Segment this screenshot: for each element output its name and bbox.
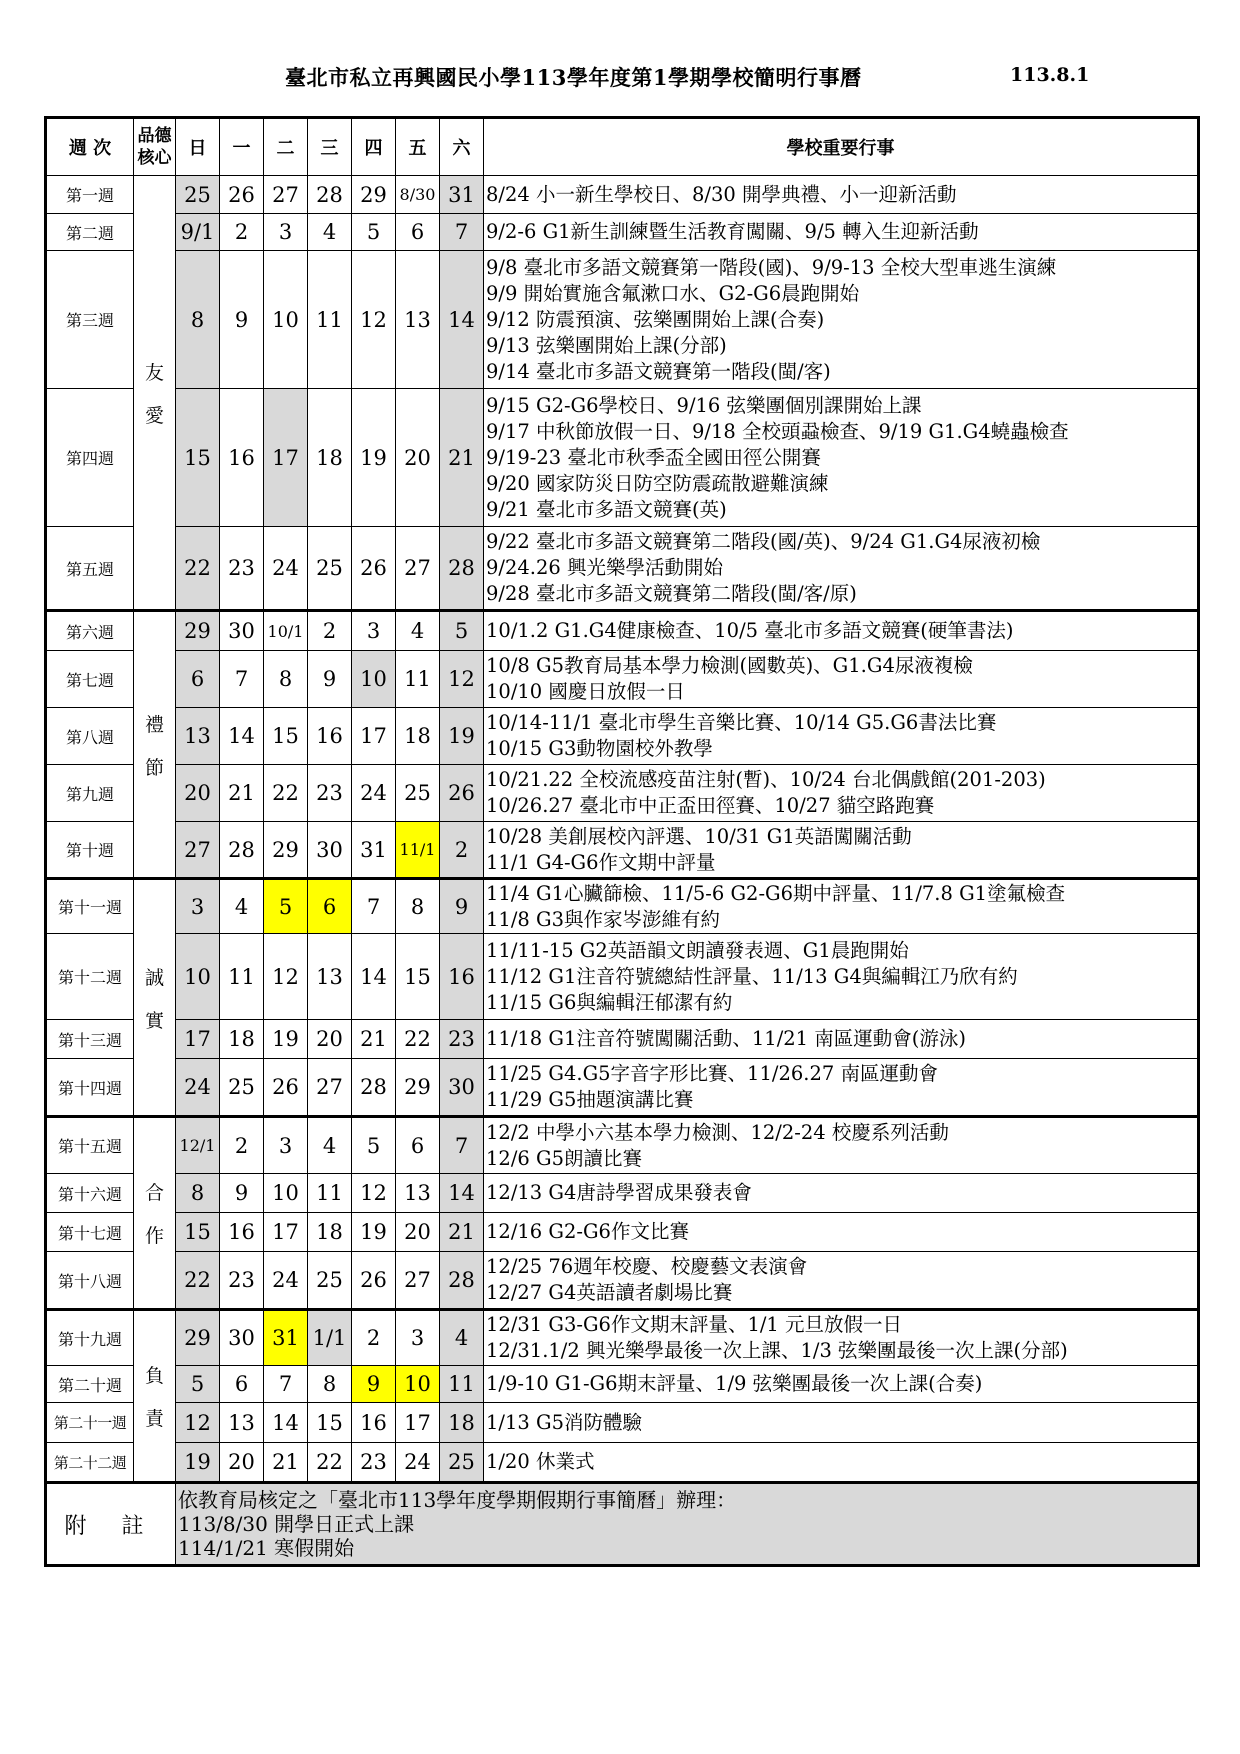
core-value: [134, 611, 176, 879]
events-cell: [484, 1366, 1199, 1403]
week-label: 第二十一週: [46, 1403, 134, 1443]
events-cell: [484, 611, 1199, 651]
event-line: 11/29 G5抽題演講比賽: [486, 1088, 694, 1111]
week-row: [46, 879, 1199, 934]
day-cell-wed: 16: [308, 708, 352, 765]
day-cell-fri: 6: [396, 1117, 440, 1174]
day-cell-wed: 4: [308, 214, 352, 251]
event-line: 9/21 臺北市多語文競賽(英): [486, 497, 727, 521]
core-value: [134, 879, 176, 1117]
events-cell: [484, 389, 1199, 527]
events-cell: [484, 934, 1199, 1020]
event-line: 10/21.22 全校流感疫苗注射(暫)、10/24 台北偶戲館(201-203): [486, 768, 1046, 791]
day-cell-sat: 5: [440, 611, 484, 651]
event-line: 10/28 美創展校內評選、10/31 G1英語闖關活動: [486, 824, 912, 848]
week-row: [46, 1310, 1199, 1366]
week-label: 第五週: [46, 527, 134, 611]
day-cell-sun: 15: [176, 389, 220, 527]
day-cell-tue: 3: [264, 214, 308, 251]
events-cell: [484, 527, 1199, 611]
day-cell-wed: 22: [308, 1443, 352, 1483]
day-cell-wed: 30: [308, 822, 352, 879]
notes-body: [176, 1483, 1199, 1566]
week-row: [46, 651, 1199, 708]
day-cell-mon: 2: [220, 1117, 264, 1174]
day-cell-thu: 10: [352, 651, 396, 708]
day-cell-tue: 5: [264, 879, 308, 934]
day-cell-mon: 21: [220, 765, 264, 822]
week-label: 第十七週: [46, 1213, 134, 1252]
notes-line: 114/1/21 寒假開始: [178, 1536, 355, 1560]
day-cell-sat: 14: [440, 251, 484, 389]
event-line: 12/31 G3-G6作文期末評量、1/1 元旦放假一日: [486, 1313, 903, 1336]
day-cell-fri: 10: [396, 1366, 440, 1403]
event-line: 12/16 G2-G6作文比賽: [486, 1220, 689, 1243]
day-cell-fri: 8/30: [396, 176, 440, 214]
event-line: 1/20 休業式: [486, 1450, 595, 1473]
events-cell: [484, 651, 1199, 708]
day-cell-thu: 23: [352, 1443, 396, 1483]
week-label: 第十週: [46, 822, 134, 879]
week-row: [46, 527, 1199, 611]
day-cell-mon: 30: [220, 611, 264, 651]
header-day-tue: 二: [264, 118, 308, 176]
day-cell-tue: 10: [264, 1174, 308, 1213]
day-cell-fri: 24: [396, 1443, 440, 1483]
day-cell-sun: 6: [176, 651, 220, 708]
day-cell-tue: 7: [264, 1366, 308, 1403]
event-line: 12/31.1/2 興光樂學最後一次上課、1/3 弦樂團最後一次上課(分部): [486, 1339, 1068, 1362]
day-cell-mon: 16: [220, 1213, 264, 1252]
day-cell-mon: 9: [220, 251, 264, 389]
day-cell-thu: 5: [352, 214, 396, 251]
header-events: 學校重要行事: [484, 118, 1199, 176]
notes-line: 113/8/30 開學日正式上課: [178, 1512, 415, 1536]
day-cell-fri: 13: [396, 251, 440, 389]
events-cell: [484, 1252, 1199, 1310]
page-title: 臺北市私立再興國民小學113學年度第1學期學校簡明行事曆: [285, 65, 862, 90]
header-day-wed: 三: [308, 118, 352, 176]
day-cell-sat: 21: [440, 389, 484, 527]
day-cell-sat: 30: [440, 1059, 484, 1117]
day-cell-tue: 27: [264, 176, 308, 214]
day-cell-sun: 13: [176, 708, 220, 765]
day-cell-fri: 6: [396, 214, 440, 251]
day-cell-sun: 20: [176, 765, 220, 822]
day-cell-tue: 17: [264, 389, 308, 527]
day-cell-fri: 4: [396, 611, 440, 651]
week-label: 第十一週: [46, 879, 134, 934]
event-line: 9/22 臺北市多語文競賽第二階段(國/英)、9/24 G1.G4尿液初檢: [486, 530, 1041, 553]
week-row: [46, 611, 1199, 651]
events-cell: [484, 822, 1199, 879]
core-value-text: 友 愛: [144, 361, 164, 427]
notes-row: [46, 1483, 1199, 1566]
day-cell-tue: 19: [264, 1020, 308, 1059]
day-cell-fri: 18: [396, 708, 440, 765]
day-cell-fri: 15: [396, 934, 440, 1020]
day-cell-sun: 9/1: [176, 214, 220, 251]
day-cell-wed: 18: [308, 1213, 352, 1252]
header-core: 品德核心: [134, 118, 176, 176]
day-cell-mon: 14: [220, 708, 264, 765]
day-cell-tue: 8: [264, 651, 308, 708]
events-cell: [484, 1403, 1199, 1443]
day-cell-wed: 25: [308, 1252, 352, 1310]
day-cell-sat: 9: [440, 879, 484, 934]
day-cell-sat: 12: [440, 651, 484, 708]
header-week: 週 次: [46, 118, 134, 176]
week-label: 第十三週: [46, 1020, 134, 1059]
event-line: 12/2 中學小六基本學力檢測、12/2-24 校慶系列活動: [486, 1120, 949, 1144]
event-line: 10/8 G5教育局基本學力檢測(國數英)、G1.G4尿液複檢: [486, 654, 973, 677]
day-cell-wed: 23: [308, 765, 352, 822]
week-row: [46, 765, 1199, 822]
day-cell-thu: 12: [352, 251, 396, 389]
day-cell-tue: 31: [264, 1310, 308, 1366]
day-cell-tue: 14: [264, 1403, 308, 1443]
day-cell-thu: 31: [352, 822, 396, 879]
day-cell-wed: 6: [308, 879, 352, 934]
day-cell-sat: 7: [440, 1117, 484, 1174]
day-cell-sat: 21: [440, 1213, 484, 1252]
event-line: 11/1 G4-G6作文期中評量: [486, 850, 716, 874]
day-cell-tue: 24: [264, 527, 308, 611]
event-line: 10/10 國慶日放假一日: [486, 680, 685, 703]
day-cell-sun: 12: [176, 1403, 220, 1443]
day-cell-fri: 20: [396, 389, 440, 527]
week-row: [46, 1059, 1199, 1117]
week-label: 第八週: [46, 708, 134, 765]
day-cell-sat: 7: [440, 214, 484, 251]
title-bar: [0, 60, 1240, 100]
day-cell-sun: 15: [176, 1213, 220, 1252]
event-line: 11/18 G1注音符號闖關活動、11/21 南區運動會(游泳): [486, 1027, 966, 1050]
day-cell-mon: 6: [220, 1366, 264, 1403]
day-cell-tue: 24: [264, 1252, 308, 1310]
event-line: 9/2-6 G1新生訓練暨生活教育闖關、9/5 轉入生迎新活動: [486, 220, 979, 243]
week-row: [46, 1366, 1199, 1403]
event-line: 12/27 G4英語讀者劇場比賽: [486, 1281, 733, 1304]
week-row: [46, 176, 1199, 214]
week-label: 第七週: [46, 651, 134, 708]
day-cell-tue: 12: [264, 934, 308, 1020]
day-cell-thu: 9: [352, 1366, 396, 1403]
day-cell-sat: 31: [440, 176, 484, 214]
event-line: 9/13 弦樂團開始上課(分部): [486, 333, 727, 357]
events-cell: [484, 176, 1199, 214]
event-line: 9/24.26 興光樂學活動開始: [486, 556, 723, 579]
events-cell: [484, 251, 1199, 389]
event-line: 9/12 防震預演、弦樂團開始上課(合奏): [486, 307, 825, 331]
core-value-text: 負 責: [144, 1365, 164, 1430]
day-cell-thu: 29: [352, 176, 396, 214]
day-cell-wed: 15: [308, 1403, 352, 1443]
week-row: [46, 1403, 1199, 1443]
header-day-sun: 日: [176, 118, 220, 176]
day-cell-fri: 8: [396, 879, 440, 934]
day-cell-sat: 23: [440, 1020, 484, 1059]
day-cell-thu: 2: [352, 1310, 396, 1366]
week-row: [46, 1213, 1199, 1252]
day-cell-fri: 29: [396, 1059, 440, 1117]
day-cell-thu: 19: [352, 1213, 396, 1252]
event-line: 8/24 小一新生學校日、8/30 開學典禮、小一迎新活動: [486, 182, 957, 206]
event-line: 12/13 G4唐詩學習成果發表會: [486, 1181, 752, 1204]
document-date: 113.8.1: [1010, 64, 1090, 86]
school-calendar-table: [44, 116, 1200, 1567]
notes-label: 附 註: [46, 1483, 176, 1566]
week-row: [46, 934, 1199, 1020]
event-line: 11/15 G6與編輯汪郁潔有約: [486, 990, 733, 1014]
day-cell-wed: 25: [308, 527, 352, 611]
day-cell-tue: 22: [264, 765, 308, 822]
day-cell-wed: 11: [308, 1174, 352, 1213]
week-label: 第十六週: [46, 1174, 134, 1213]
event-line: 1/9-10 G1-G6期末評量、1/9 弦樂團最後一次上課(合奏): [486, 1372, 983, 1395]
event-line: 9/9 開始實施含氟漱口水、G2-G6晨跑開始: [486, 281, 860, 305]
event-line: 9/8 臺北市多語文競賽第一階段(國)、9/9-13 全校大型車逃生演練: [486, 255, 1057, 279]
header-day-mon: 一: [220, 118, 264, 176]
week-label: 第一週: [46, 176, 134, 214]
week-label: 第六週: [46, 611, 134, 651]
event-line: 1/13 G5消防體驗: [486, 1410, 642, 1434]
day-cell-thu: 14: [352, 934, 396, 1020]
event-line: 10/15 G3動物園校外教學: [486, 737, 713, 760]
events-cell: [484, 1059, 1199, 1117]
events-cell: [484, 1117, 1199, 1174]
event-line: 9/14 臺北市多語文競賽第一階段(閩/客): [486, 359, 831, 383]
week-row: [46, 1174, 1199, 1213]
event-line: 12/25 76週年校慶、校慶藝文表演會: [486, 1255, 808, 1278]
events-cell: [484, 214, 1199, 251]
day-cell-fri: 3: [396, 1310, 440, 1366]
day-cell-mon: 30: [220, 1310, 264, 1366]
day-cell-sat: 28: [440, 1252, 484, 1310]
day-cell-mon: 28: [220, 822, 264, 879]
day-cell-sun: 19: [176, 1443, 220, 1483]
day-cell-thu: 19: [352, 389, 396, 527]
day-cell-wed: 2: [308, 611, 352, 651]
day-cell-tue: 15: [264, 708, 308, 765]
day-cell-wed: 1/1: [308, 1310, 352, 1366]
day-cell-fri: 11/1: [396, 822, 440, 879]
day-cell-sun: 17: [176, 1020, 220, 1059]
event-line: 9/28 臺北市多語文競賽第二階段(閩/客/原): [486, 582, 857, 605]
day-cell-mon: 25: [220, 1059, 264, 1117]
day-cell-thu: 7: [352, 879, 396, 934]
day-cell-fri: 25: [396, 765, 440, 822]
day-cell-mon: 23: [220, 527, 264, 611]
week-row: [46, 822, 1199, 879]
day-cell-thu: 12: [352, 1174, 396, 1213]
day-cell-wed: 9: [308, 651, 352, 708]
event-line: 9/19-23 臺北市秋季盃全國田徑公開賽: [486, 445, 821, 469]
day-cell-sat: 26: [440, 765, 484, 822]
day-cell-sat: 28: [440, 527, 484, 611]
day-cell-mon: 18: [220, 1020, 264, 1059]
day-cell-sun: 8: [176, 1174, 220, 1213]
day-cell-sat: 19: [440, 708, 484, 765]
day-cell-thu: 3: [352, 611, 396, 651]
event-line: 9/15 G2-G6學校日、9/16 弦樂團個別課開始上課: [486, 393, 922, 417]
day-cell-sat: 16: [440, 934, 484, 1020]
week-label: 第十九週: [46, 1310, 134, 1366]
day-cell-sun: 22: [176, 1252, 220, 1310]
day-cell-mon: 26: [220, 176, 264, 214]
events-cell: [484, 1443, 1199, 1483]
day-cell-fri: 13: [396, 1174, 440, 1213]
week-label: 第十二週: [46, 934, 134, 1020]
day-cell-mon: 23: [220, 1252, 264, 1310]
week-row: [46, 1020, 1199, 1059]
day-cell-thu: 26: [352, 527, 396, 611]
core-value-text: 禮 節: [144, 713, 164, 779]
events-cell: [484, 765, 1199, 822]
day-cell-mon: 13: [220, 1403, 264, 1443]
day-cell-sun: 5: [176, 1366, 220, 1403]
day-cell-tue: 10: [264, 251, 308, 389]
event-line: 10/26.27 臺北市中正盃田徑賽、10/27 貓空路跑賽: [486, 794, 935, 817]
day-cell-tue: 26: [264, 1059, 308, 1117]
week-row: [46, 214, 1199, 251]
day-cell-wed: 27: [308, 1059, 352, 1117]
day-cell-thu: 17: [352, 708, 396, 765]
day-cell-sun: 29: [176, 1310, 220, 1366]
core-value: [134, 1117, 176, 1310]
day-cell-sat: 25: [440, 1443, 484, 1483]
week-row: [46, 389, 1199, 527]
events-cell: [484, 1213, 1199, 1252]
day-cell-fri: 27: [396, 527, 440, 611]
day-cell-fri: 27: [396, 1252, 440, 1310]
day-cell-thu: 28: [352, 1059, 396, 1117]
day-cell-sun: 10: [176, 934, 220, 1020]
day-cell-sat: 18: [440, 1403, 484, 1443]
day-cell-sun: 29: [176, 611, 220, 651]
event-line: 10/1.2 G1.G4健康檢查、10/5 臺北市多語文競賽(硬筆書法): [486, 619, 1014, 642]
week-label: 第二週: [46, 214, 134, 251]
week-label: 第十五週: [46, 1117, 134, 1174]
event-line: 11/4 G1心臟篩檢、11/5-6 G2-G6期中評量、11/7.8 G1塗氟檢查: [486, 881, 1066, 905]
core-value-text: 誠 實: [144, 966, 164, 1032]
day-cell-sat: 11: [440, 1366, 484, 1403]
header-day-thu: 四: [352, 118, 396, 176]
day-cell-sun: 22: [176, 527, 220, 611]
day-cell-sun: 8: [176, 251, 220, 389]
day-cell-fri: 11: [396, 651, 440, 708]
day-cell-sun: 24: [176, 1059, 220, 1117]
events-cell: [484, 1020, 1199, 1059]
day-cell-tue: 17: [264, 1213, 308, 1252]
day-cell-mon: 11: [220, 934, 264, 1020]
event-line: 11/25 G4.G5字音字形比賽、11/26.27 南區運動會: [486, 1062, 938, 1085]
event-line: 12/6 G5朗讀比賽: [486, 1146, 642, 1170]
day-cell-wed: 28: [308, 176, 352, 214]
day-cell-wed: 11: [308, 251, 352, 389]
event-line: 11/11-15 G2英語韻文朗讀發表週、G1晨跑開始: [486, 938, 909, 962]
day-cell-fri: 22: [396, 1020, 440, 1059]
week-label: 第二十二週: [46, 1443, 134, 1483]
core-value: [134, 1310, 176, 1483]
core-value-text: 合 作: [144, 1182, 164, 1247]
week-row: [46, 1117, 1199, 1174]
notes-line: 依教育局核定之「臺北市113學年度學期假期行事簡曆」辦理：: [178, 1488, 737, 1512]
week-label: 第十四週: [46, 1059, 134, 1117]
day-cell-thu: 5: [352, 1117, 396, 1174]
day-cell-mon: 20: [220, 1443, 264, 1483]
events-cell: [484, 708, 1199, 765]
events-cell: [484, 879, 1199, 934]
day-cell-mon: 9: [220, 1174, 264, 1213]
day-cell-sun: 12/1: [176, 1117, 220, 1174]
event-line: 10/14-11/1 臺北市學生音樂比賽、10/14 G5.G6書法比賽: [486, 711, 997, 734]
day-cell-tue: 10/1: [264, 611, 308, 651]
week-label: 第二十週: [46, 1366, 134, 1403]
event-line: 9/17 中秋節放假一日、9/18 全校頭蝨檢查、9/19 G1.G4蟯蟲檢查: [486, 419, 1069, 443]
day-cell-fri: 20: [396, 1213, 440, 1252]
day-cell-mon: 7: [220, 651, 264, 708]
day-cell-mon: 16: [220, 389, 264, 527]
week-label: 第四週: [46, 389, 134, 527]
events-cell: [484, 1310, 1199, 1366]
day-cell-thu: 16: [352, 1403, 396, 1443]
day-cell-wed: 18: [308, 389, 352, 527]
day-cell-tue: 29: [264, 822, 308, 879]
day-cell-fri: 17: [396, 1403, 440, 1443]
day-cell-sat: 4: [440, 1310, 484, 1366]
day-cell-sun: 25: [176, 176, 220, 214]
week-label: 第十八週: [46, 1252, 134, 1310]
week-label: 第三週: [46, 251, 134, 389]
header-day-fri: 五: [396, 118, 440, 176]
header-row: [46, 118, 1199, 176]
event-line: 11/8 G3與作家岑澎維有約: [486, 907, 720, 931]
day-cell-mon: 4: [220, 879, 264, 934]
day-cell-sat: 2: [440, 822, 484, 879]
day-cell-thu: 24: [352, 765, 396, 822]
event-line: 11/12 G1注音符號總結性評量、11/13 G4與編輯江乃欣有約: [486, 964, 1018, 988]
week-row: [46, 1443, 1199, 1483]
day-cell-wed: 8: [308, 1366, 352, 1403]
week-row: [46, 1252, 1199, 1310]
day-cell-wed: 20: [308, 1020, 352, 1059]
day-cell-sun: 27: [176, 822, 220, 879]
day-cell-mon: 2: [220, 214, 264, 251]
event-line: 9/20 國家防災日防空防震疏散避難演練: [486, 471, 829, 495]
week-row: [46, 251, 1199, 389]
events-cell: [484, 1174, 1199, 1213]
header-day-sat: 六: [440, 118, 484, 176]
day-cell-sat: 14: [440, 1174, 484, 1213]
core-value: [134, 176, 176, 611]
day-cell-sun: 3: [176, 879, 220, 934]
week-row: [46, 708, 1199, 765]
day-cell-wed: 4: [308, 1117, 352, 1174]
day-cell-wed: 13: [308, 934, 352, 1020]
week-label: 第九週: [46, 765, 134, 822]
day-cell-thu: 26: [352, 1252, 396, 1310]
day-cell-tue: 21: [264, 1443, 308, 1483]
day-cell-thu: 21: [352, 1020, 396, 1059]
day-cell-tue: 3: [264, 1117, 308, 1174]
